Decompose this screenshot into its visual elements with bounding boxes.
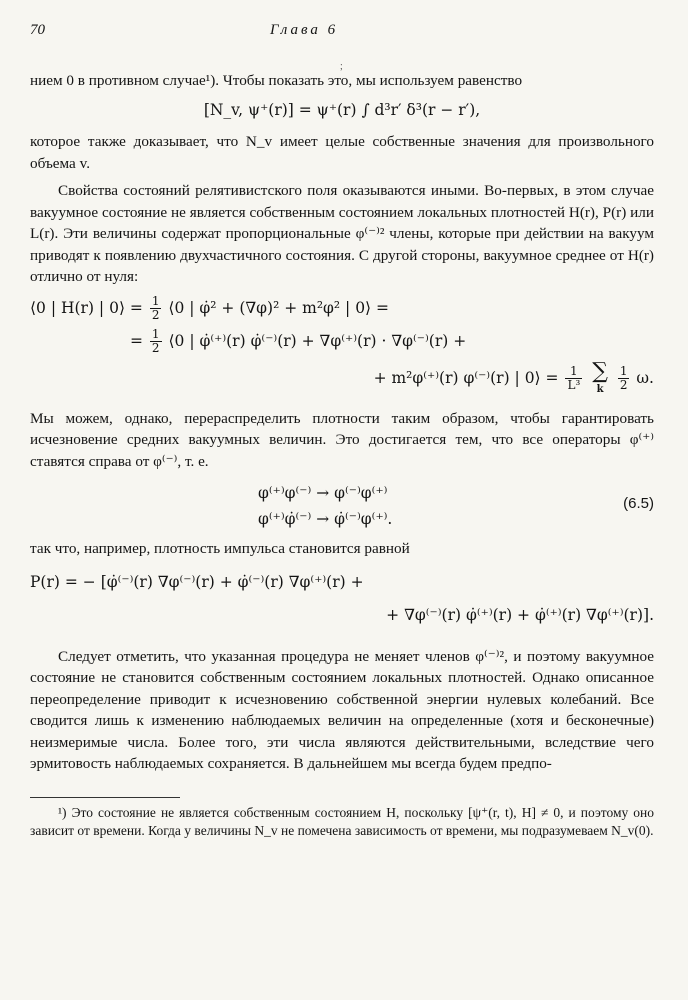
fraction-denominator: L³ xyxy=(567,378,581,392)
equation-line: φ⁽⁺⁾φ̇⁽⁻⁾ → φ̇⁽⁻⁾φ⁽⁺⁾. xyxy=(258,510,393,528)
equation-expansion: ⟨0 | φ̇⁽⁺⁾(r) φ̇⁽⁻⁾(r) + ∇φ⁽⁺⁾(r) · ∇φ⁽⁻⁾(r) + xyxy=(168,331,467,350)
fraction xyxy=(618,365,630,392)
equation-lhs: ⟨0 | H(r) | 0⟩ = xyxy=(30,298,143,317)
fraction-numerator: 1 xyxy=(565,365,582,379)
equation-rhs: ⟨0 | φ̇² + (∇φ)² + m²φ² | 0⟩ = xyxy=(168,298,390,317)
chapter-title: Глава 6 xyxy=(270,22,339,38)
paragraph-2: которое также доказывает, что N_v имеет целые собственные значения для произвольного объема v. xyxy=(30,133,654,172)
paragraph-3: Свойства состояний релятивистского поля оказываются иными. Во-первых, в этом случае вакуумное состояние не является собственным состоянием локальных плотностей H(r), P(r) или L(r). Эти величины содержат пропорциональные φ⁽⁻⁾² члены, которые при действии на вакуум приводят к появлению двухчастичного состояния. С другой стороны, вакуумное среднее от H(r) отлично от нуля: xyxy=(30,182,654,285)
equation-commutator: [N_v, ψ⁺(r)] = ψ⁺(r) ∫ d³r′ δ³(r − r′), xyxy=(203,100,481,119)
fraction-denominator: 2 xyxy=(619,378,628,392)
equation-line xyxy=(30,292,654,325)
fraction xyxy=(150,295,162,322)
fraction-numerator: 1 xyxy=(619,364,628,378)
paragraph-6: Следует отметить, что указанная процедура не меняет членов φ⁽⁻⁾², и поэтому вакуумное состояние не становится собственным состоянием локальных плотностей. Однако описанное переопределение приводит к исчезновению собственной энергии нулевых колебаний. Все сводится лишь к изменению наблюдаемых величин на определенные (хотя и бесконечные) неизмеримые числа. Более того, эти числа являются действительными, вследствие чего эрмитовость наблюдаемых сохраняется. В дальнейшем мы всегда будем предпо- xyxy=(30,647,654,772)
equation-line: = $\frac{1}{2}$ ⟨0 | φ̇⁽⁺⁾(r) φ̇⁽⁻⁾(r) + ∇φ⁽⁺⁾(r) · ∇φ⁽⁻⁾(r) + xyxy=(130,327,467,355)
fraction xyxy=(565,365,582,392)
equation-momentum-density xyxy=(30,566,654,632)
equation-mass-term: + m²φ⁽⁺⁾(r) φ⁽⁻⁾(r) | 0⟩ = xyxy=(373,368,559,387)
paragraph-4: Мы можем, однако, перераспределить плотности таким образом, чтобы гарантировать исчезновение средних вакуумных величин. Это достигается тем, что все операторы φ⁽⁺⁾ ставятся справа от φ⁽⁻⁾, т. е. xyxy=(30,409,654,470)
sum-index: k xyxy=(596,383,604,395)
fraction xyxy=(150,328,162,355)
running-head xyxy=(30,20,654,46)
fraction-denominator: 2 xyxy=(151,308,160,322)
equation-line xyxy=(30,358,654,398)
footnote-text: ¹) Это состояние не является собственным состоянием H, поскольку [ψ⁺(r, t), H] ≠ 0, и поэтому оно зависит от времени. Когда у величины N_v не помечена зависимость от времени, мы подразумеваем N_v(0). xyxy=(30,804,654,838)
fraction-numerator: 1 xyxy=(151,294,160,308)
fraction-denominator: 2 xyxy=(151,341,160,355)
footnote xyxy=(30,804,654,840)
page-mark: ; xyxy=(340,61,343,72)
footnote-divider xyxy=(30,797,180,798)
equation-line: φ⁽⁺⁾φ⁽⁻⁾ → φ⁽⁻⁾φ⁽⁺⁾ xyxy=(258,484,388,502)
equation-vacuum-energy xyxy=(30,292,654,398)
paragraph-1: нием 0 в противном случае¹). Чтобы показать это, мы используем равенство xyxy=(30,72,523,89)
page-number: 70 xyxy=(30,22,45,38)
equation-normal-ordering xyxy=(30,480,654,532)
equation-line: P(r) = − [φ̇⁽⁻⁾(r) ∇φ⁽⁻⁾(r) + φ̇⁽⁻⁾(r) ∇φ⁽⁺⁾(r) + xyxy=(30,572,364,591)
equation-number: (6.5) xyxy=(623,495,654,512)
equation-line: + ∇φ⁽⁻⁾(r) φ̇⁽⁺⁾(r) + φ̇⁽⁺⁾(r) ∇φ⁽⁺⁾(r)]. xyxy=(386,605,654,624)
equation-tail: ω. xyxy=(636,368,654,387)
paragraph-5: так что, например, плотность импульса становится равной xyxy=(30,540,410,557)
sum-symbol: ∑ k xyxy=(592,358,608,395)
fraction-numerator: 1 xyxy=(151,327,160,341)
